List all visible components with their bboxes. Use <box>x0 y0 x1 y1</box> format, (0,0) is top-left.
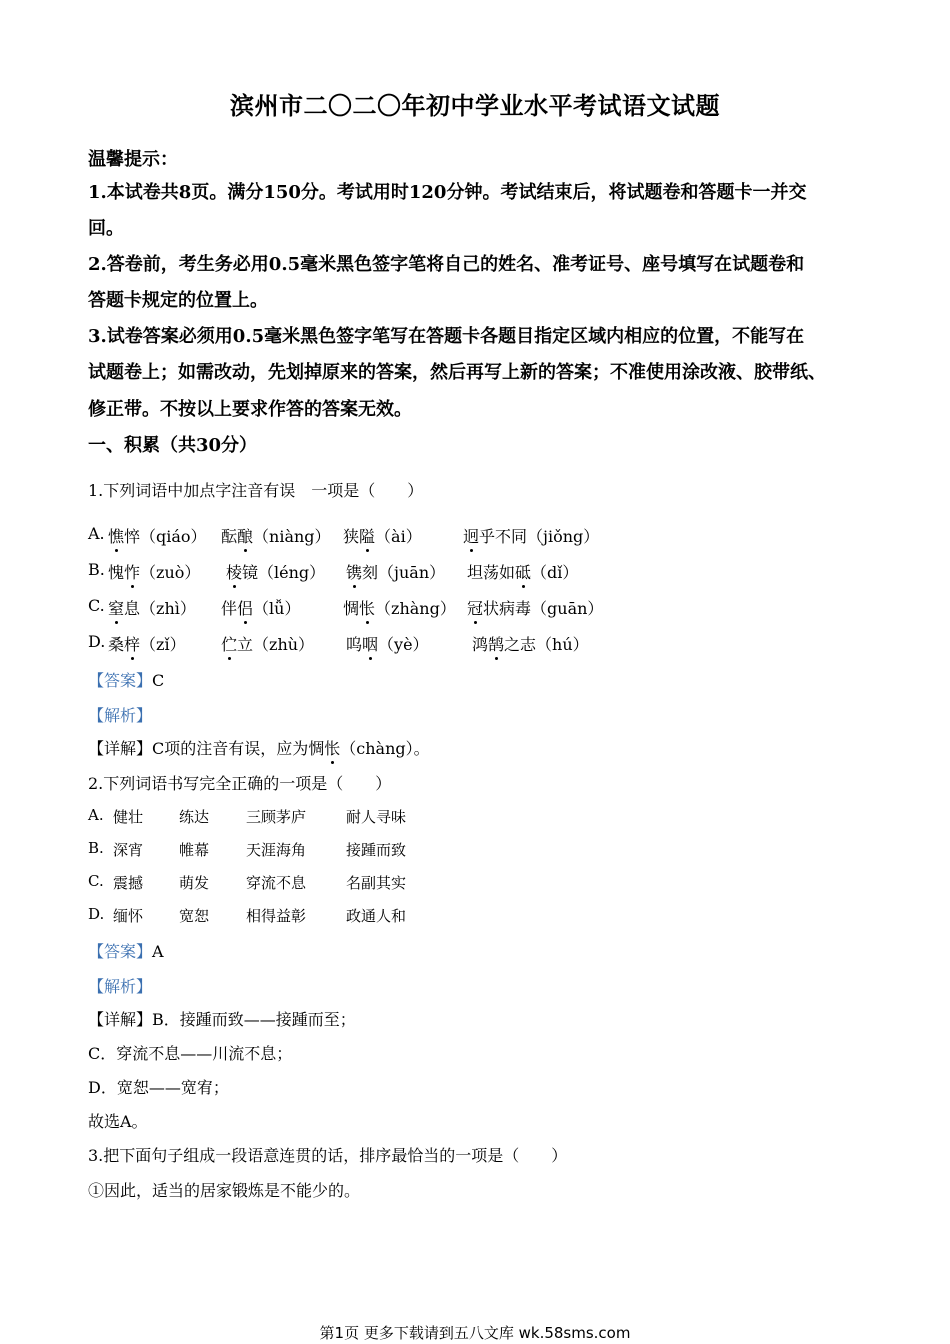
option-word: 深宵 <box>113 841 144 859</box>
dotted-char: 憔 <box>108 524 124 547</box>
dotted-char: 冠 <box>467 596 483 619</box>
option-item: 冠状病毒（guān） <box>467 596 603 619</box>
option-label: D. <box>88 632 106 651</box>
option-item: 坦荡如砥（dǐ） <box>467 560 578 583</box>
option-item: 伴侣（lǚ） <box>221 596 300 619</box>
option-label: B. <box>88 839 104 857</box>
option-word: 宽恕 <box>179 907 210 925</box>
option-item: 迥乎不同（jiǒng） <box>463 524 599 547</box>
detail-line: 【详解】C项的注音有误，应为惆怅（chàng）。 <box>88 736 430 759</box>
answer-value: C <box>152 671 165 690</box>
dotted-char: 镌 <box>346 560 362 583</box>
option-item: 桑梓（zǐ） <box>108 632 186 655</box>
option-item: 狭隘（ài） <box>343 524 422 547</box>
analysis-tag: 【解析】 <box>88 706 153 725</box>
option-label: D. <box>88 905 105 923</box>
dotted-char: 棱 <box>226 560 242 583</box>
option-row <box>88 560 105 579</box>
option-word: 穿流不息 <box>246 874 307 892</box>
detail-tag: 【详解】 <box>88 1010 153 1029</box>
option-word: 萌发 <box>179 874 210 892</box>
detail-line: C．穿流不息——川流不息； <box>88 1044 293 1063</box>
sentence-line: ①因此，适当的居家锻炼是不能少的。 <box>88 1181 361 1200</box>
option-word: 天涯海角 <box>246 841 307 859</box>
question-3-stem: 3.把下面句子组成一段语意连贯的话，排序最恰当的一项是（ ） <box>88 1146 568 1165</box>
dotted-char: 怅 <box>324 736 340 759</box>
answer-tag: 【答案】 <box>88 671 153 690</box>
tips-line: 回。 <box>88 218 124 239</box>
detail-line: 【详解】B．接踵而致——接踵而至； <box>88 1010 356 1029</box>
tips-heading: 温馨提示： <box>88 149 178 170</box>
question-1-stem: 1.下列词语中加点字注音有误 一项是（ ） <box>88 481 424 500</box>
option-word: 帷幕 <box>179 841 210 859</box>
option-item: 窒息（zhì） <box>108 596 196 619</box>
option-word: 耐人寻味 <box>346 808 407 826</box>
dotted-char: 怍 <box>124 560 140 583</box>
page-footer: 第1页 更多下载请到五八文库 wk.58sms.com <box>319 1324 631 1342</box>
dotted-char: 迥 <box>463 524 479 547</box>
option-word: 政通人和 <box>346 907 407 925</box>
dotted-char: 怅 <box>359 596 375 619</box>
detail-tag: 【详解】 <box>88 739 153 758</box>
dotted-char: 伫 <box>221 632 237 655</box>
tips-line: 3.试卷答案必须用0.5毫米黑色签字笔写在答题卡各题目指定区域内相应的位置，不能写在 <box>88 326 805 347</box>
analysis-tag: 【解析】 <box>88 977 153 996</box>
option-word: 健壮 <box>113 808 144 826</box>
detail-line: D．宽恕——宽宥； <box>88 1078 229 1097</box>
option-word: 三顾茅庐 <box>246 808 307 826</box>
option-label: A. <box>88 524 105 543</box>
option-word: 接踵而致 <box>346 841 407 859</box>
dotted-char: 酿 <box>237 524 253 547</box>
option-label: C. <box>88 872 104 890</box>
tips-line: 答题卡规定的位置上。 <box>88 290 268 311</box>
option-row <box>88 632 105 651</box>
answer-line <box>88 939 164 962</box>
answer-value: A <box>152 942 164 961</box>
dotted-char: 隘 <box>359 524 375 547</box>
option-item: 愧怍（zuò） <box>108 560 200 583</box>
option-item: 镌刻（juān） <box>346 560 445 583</box>
option-item: 鸿鹄之志（hú） <box>472 632 589 655</box>
detail-line: 故选A。 <box>88 1112 148 1131</box>
answer-line <box>88 668 164 691</box>
option-label: B. <box>88 560 105 579</box>
option-word: 练达 <box>179 808 210 826</box>
tips-line: 1.本试卷共8页。满分150分。考试用时120分钟。考试结束后，将试题卷和答题卡一并交 <box>88 182 807 203</box>
dotted-char: 咽 <box>362 632 378 655</box>
option-item: 呜咽（yè） <box>346 632 429 655</box>
option-row <box>88 596 105 615</box>
question-2-stem: 2.下列词语书写完全正确的一项是（ ） <box>88 774 392 793</box>
option-item: 憔悴（qiáo） <box>108 524 207 547</box>
tips-line: 试题卷上；如需改动，先划掉原来的答案，然后再写上新的答案；不准使用涂改液、胶带纸、 <box>88 362 826 383</box>
tips-line: 2.答卷前，考生务必用0.5毫米黑色签字笔将自己的姓名、准考证号、座号填写在试题卷和 <box>88 254 805 275</box>
option-item: 惆怅（zhàng） <box>343 596 456 619</box>
dotted-char: 砥 <box>515 560 531 583</box>
tips-line: 修正带。不按以上要求作答的答案无效。 <box>88 399 412 420</box>
answer-tag: 【答案】 <box>88 942 153 961</box>
dotted-char: 窒 <box>108 596 124 619</box>
option-word: 缅怀 <box>113 907 144 925</box>
option-label: A. <box>88 806 104 824</box>
option-item: 伫立（zhù） <box>221 632 314 655</box>
option-word: 震撼 <box>113 874 144 892</box>
option-row <box>88 524 105 543</box>
option-item: 酝酿（niàng） <box>221 524 331 547</box>
option-item: 棱镜（léng） <box>226 560 325 583</box>
dotted-char: 鹄 <box>488 632 504 655</box>
dotted-char: 侣 <box>237 596 253 619</box>
dotted-char: 梓 <box>124 632 140 655</box>
option-word: 相得益彰 <box>246 907 307 925</box>
option-label: C. <box>88 596 105 615</box>
section-heading: 一、积累（共30分） <box>88 435 258 456</box>
page-title: 滨州市二〇二〇年初中学业水平考试语文试题 <box>230 91 720 120</box>
option-word: 名副其实 <box>346 874 407 892</box>
